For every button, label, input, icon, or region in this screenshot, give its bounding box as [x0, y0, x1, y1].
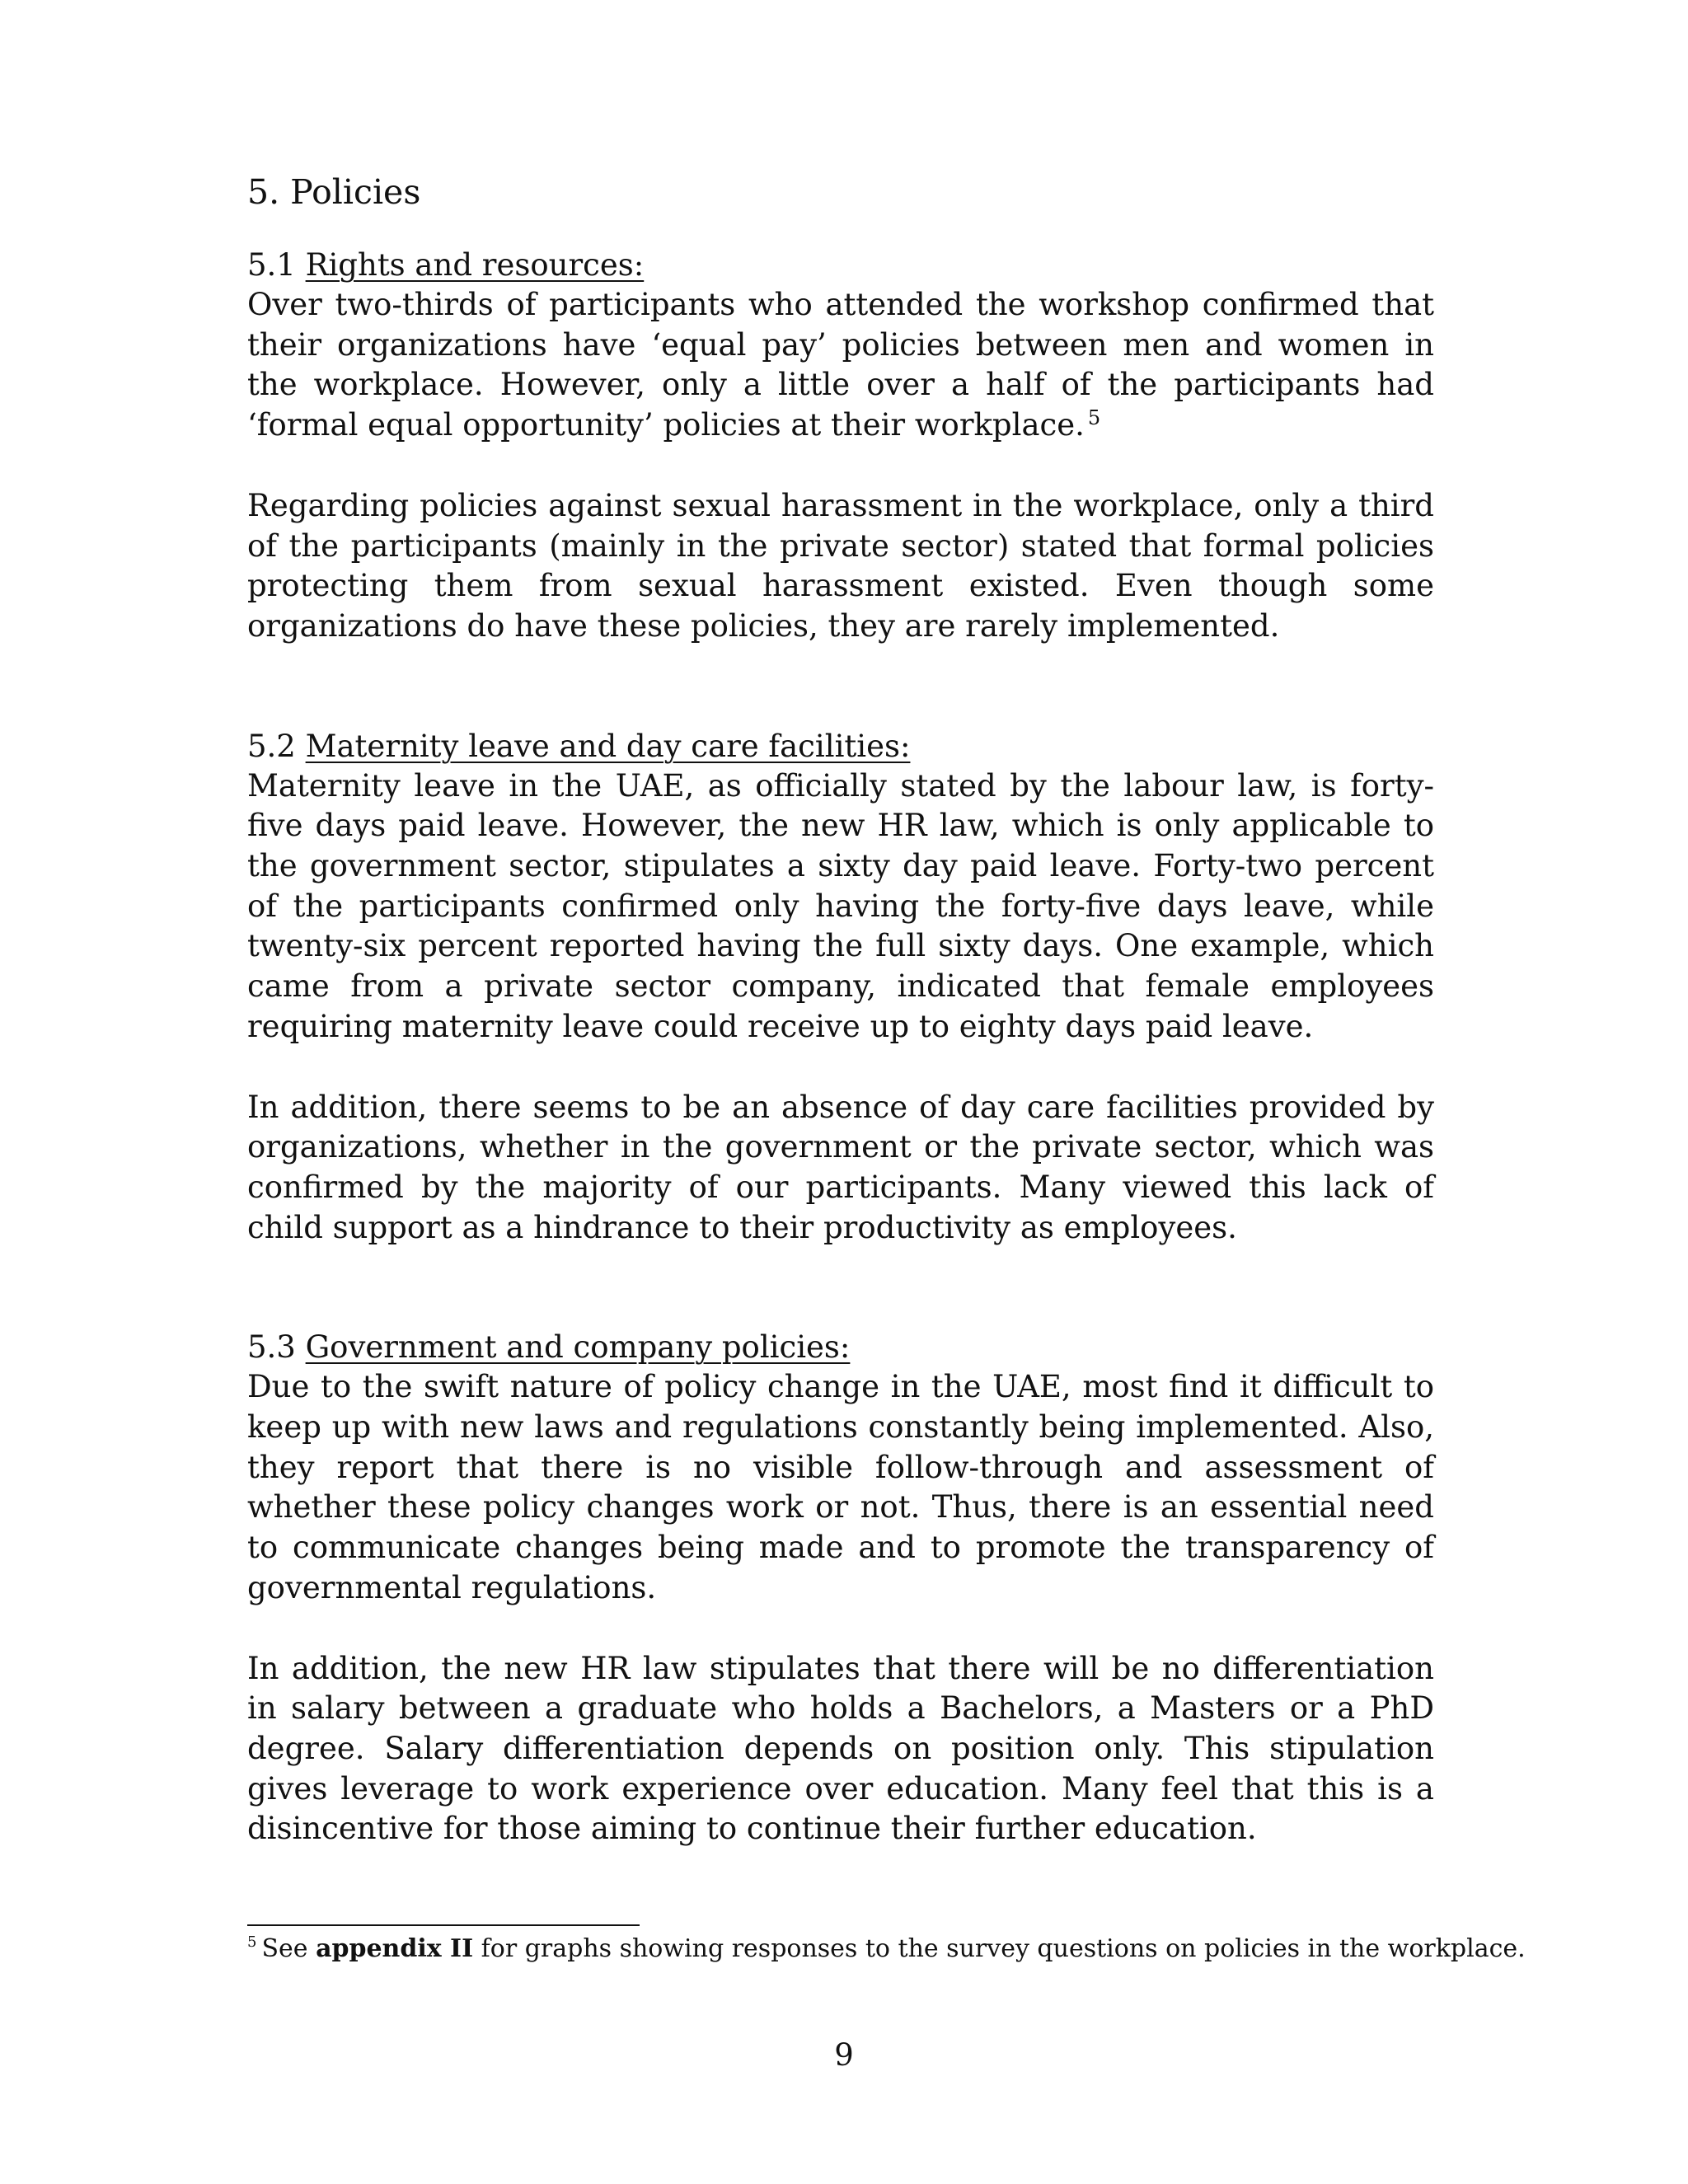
subsection-number: 5.3 [247, 1329, 296, 1366]
paragraph [247, 285, 1434, 446]
page-number: 9 [834, 2037, 854, 2073]
section-title: 5. Policies [247, 172, 421, 212]
footnote-divider [247, 1924, 640, 1926]
subsection-title: Maternity leave and day care facilities: [305, 728, 911, 764]
paragraph: Regarding policies against sexual harassment in the workplace, only a third of the participants (mainly in the private sector) stated that formal policies protecting them from sexual harassment existed. Even though some organizations do have these policies, they are rarely implemented. [247, 487, 1434, 644]
footnote [247, 1933, 1526, 1966]
subsection-title: Rights and resources: [305, 247, 645, 283]
footnote-text-before: See [261, 1934, 316, 1963]
footnote-appendix-reference: appendix II [316, 1934, 474, 1963]
subsection-title: Government and company policies: [305, 1329, 851, 1366]
paragraph: In addition, the new HR law stipulates that there will be no differentiation in salary between a graduate who holds a Bachelors, a Masters or a PhD degree. Salary differentiation depends on position only. This stipulation gives leverage to work experience over education. Many feel that this is a disincentive for those aiming to continue their further education. [247, 1650, 1434, 1847]
paragraph: Due to the swift nature of policy change in the UAE, most find it difficult to keep up with new laws and regulations constantly being implemented. Also, they report that there is no visible follow-through and assessment of whether these policy changes work or not. Thus, there is an essential need to communicate changes being made and to promote the transparency of governmental regulations. [247, 1369, 1434, 1605]
subsection-number: 5.2 [247, 728, 296, 764]
paragraph: In addition, there seems to be an absence of day care facilities provided by organizations, whether in the government or the private sector, which was confirmed by the majority of our participants. Many viewed this lack of child support as a hindrance to their productivity as employees. [247, 1089, 1434, 1245]
footnote-reference: 5 [1087, 405, 1101, 429]
subsection-heading-5-2 [247, 727, 1434, 766]
paragraph: Maternity leave in the UAE, as officially stated by the labour law, is forty-five days paid leave. However, the new HR law, which is only applicable to the government sector, stipulates a sixty day paid leave. Forty-two percent of the participants confirmed only having the forty-five days leave, while twenty-six percent reported having the full sixty days. One example, which came from a private sector company, indicated that female employees requiring maternity leave could receive up to eighty days paid leave. [247, 767, 1434, 1044]
subsection-number: 5.1 [247, 247, 296, 283]
footnote-marker: 5 [247, 1933, 257, 1951]
subsection-heading-5-3 [247, 1328, 1434, 1367]
paragraph-text: Over two-thirds of participants who attended the workshop confirmed that their organizations have ‘equal pay’ policies between men and women in the workplace. However, only a little over a half of the participants had ‘formal equal opportunity’ policies at their workplace. [247, 287, 1434, 443]
subsection-heading-5-1 [247, 246, 1434, 285]
footnote-text-after: for graphs showing responses to the survey questions on policies in the workplace. [473, 1934, 1526, 1963]
page-content [247, 171, 1434, 1849]
